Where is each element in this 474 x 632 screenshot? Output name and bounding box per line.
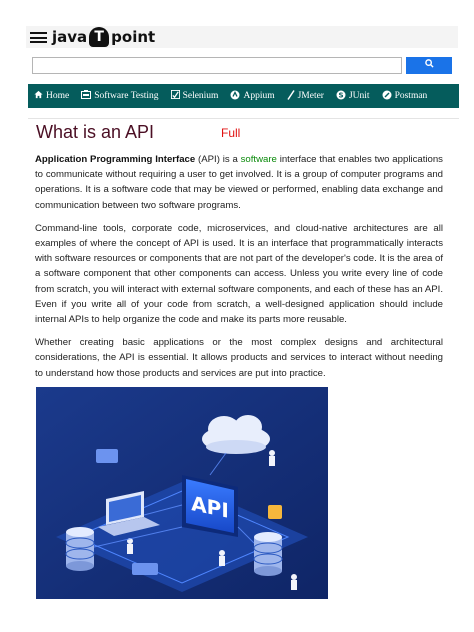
nav-label-appium: Appium: [243, 91, 275, 101]
search-icon: [425, 59, 434, 68]
nav-item-appium[interactable]: [224, 84, 280, 108]
home-icon: [34, 90, 43, 102]
api-term: Application Programming Interface: [35, 154, 196, 165]
api-screen-text: API: [191, 491, 229, 523]
page-title: What is an API: [36, 122, 155, 142]
software-link[interactable]: software: [240, 154, 277, 165]
javatpoint-logo[interactable]: [52, 27, 155, 47]
database-icon-right: [254, 532, 282, 576]
cloud-icon: [202, 415, 270, 454]
top-header: [26, 26, 458, 48]
selenium-icon: [171, 90, 180, 102]
nav-item-jmeter[interactable]: [281, 84, 330, 108]
code-card-icon: [96, 449, 118, 463]
paragraph-1-rest: interface that enables two applications to communicate without requiring a user to get involved. It is a group of computer programs and operations. It is a software code that may be viewed or performed, enabling data exchange and communication between two software programs.: [35, 154, 443, 211]
nav-label-selenium: Selenium: [182, 91, 219, 101]
paragraph-3: Whether creating basic applications or the most complex designs and architectural considerations, the API is essential. It allows products and services to interact without needing to understand how those products and services are put into practice.: [35, 337, 443, 379]
junit-icon: [336, 90, 346, 103]
appium-icon: [230, 90, 240, 103]
nav-item-software-testing[interactable]: [75, 84, 164, 108]
nav-label-junit: JUnit: [348, 91, 370, 101]
logo-text-left: java: [52, 28, 88, 46]
article-content: [35, 152, 443, 389]
nav-label-software-testing: Software Testing: [94, 91, 159, 101]
paragraph-2: Command-line tools, corporate code, microservices, and cloud-native architectures are all examples of where the concept of API is used. It is an interface that programmatically interacts with software resources or components that are not part of the developer's code. It is the area of a software component that other components can access. Unless you write every line of code from scratch, you will interact with external software components, and each of these has an API. Even if you write all of your code from scratch, a well-designed application should include internal APIs to help organize the code and make its parts more reusable.: [35, 222, 443, 326]
api-illustration: [36, 387, 328, 599]
main-nav: [28, 84, 459, 108]
nav-item-selenium[interactable]: [165, 84, 225, 108]
nav-item-postman[interactable]: [376, 84, 434, 108]
search-input[interactable]: [32, 57, 402, 74]
nav-item-junit[interactable]: [330, 84, 376, 108]
search-button[interactable]: [406, 57, 452, 74]
data-card-icon: [132, 563, 158, 575]
logo-text-right: point: [111, 28, 156, 46]
nav-item-home[interactable]: [28, 84, 75, 108]
logo-t-mark: T: [89, 27, 109, 47]
search-bar: [32, 57, 452, 74]
full-tag[interactable]: Full: [221, 126, 241, 140]
svg-text:S: S: [338, 91, 344, 100]
postman-icon: [382, 90, 392, 103]
paragraph-1-mid: (API) is a: [195, 154, 241, 165]
nav-label-postman: Postman: [394, 91, 428, 101]
nav-label-jmeter: JMeter: [297, 91, 324, 101]
header-divider: [28, 118, 459, 119]
hamburger-menu-icon[interactable]: [30, 32, 47, 43]
software-testing-icon: [81, 90, 91, 102]
gear-card-icon: [268, 505, 282, 519]
nav-label-home: Home: [46, 91, 70, 101]
database-icon-left: [66, 527, 94, 571]
paragraph-1: [35, 152, 443, 213]
jmeter-icon: [287, 90, 295, 103]
